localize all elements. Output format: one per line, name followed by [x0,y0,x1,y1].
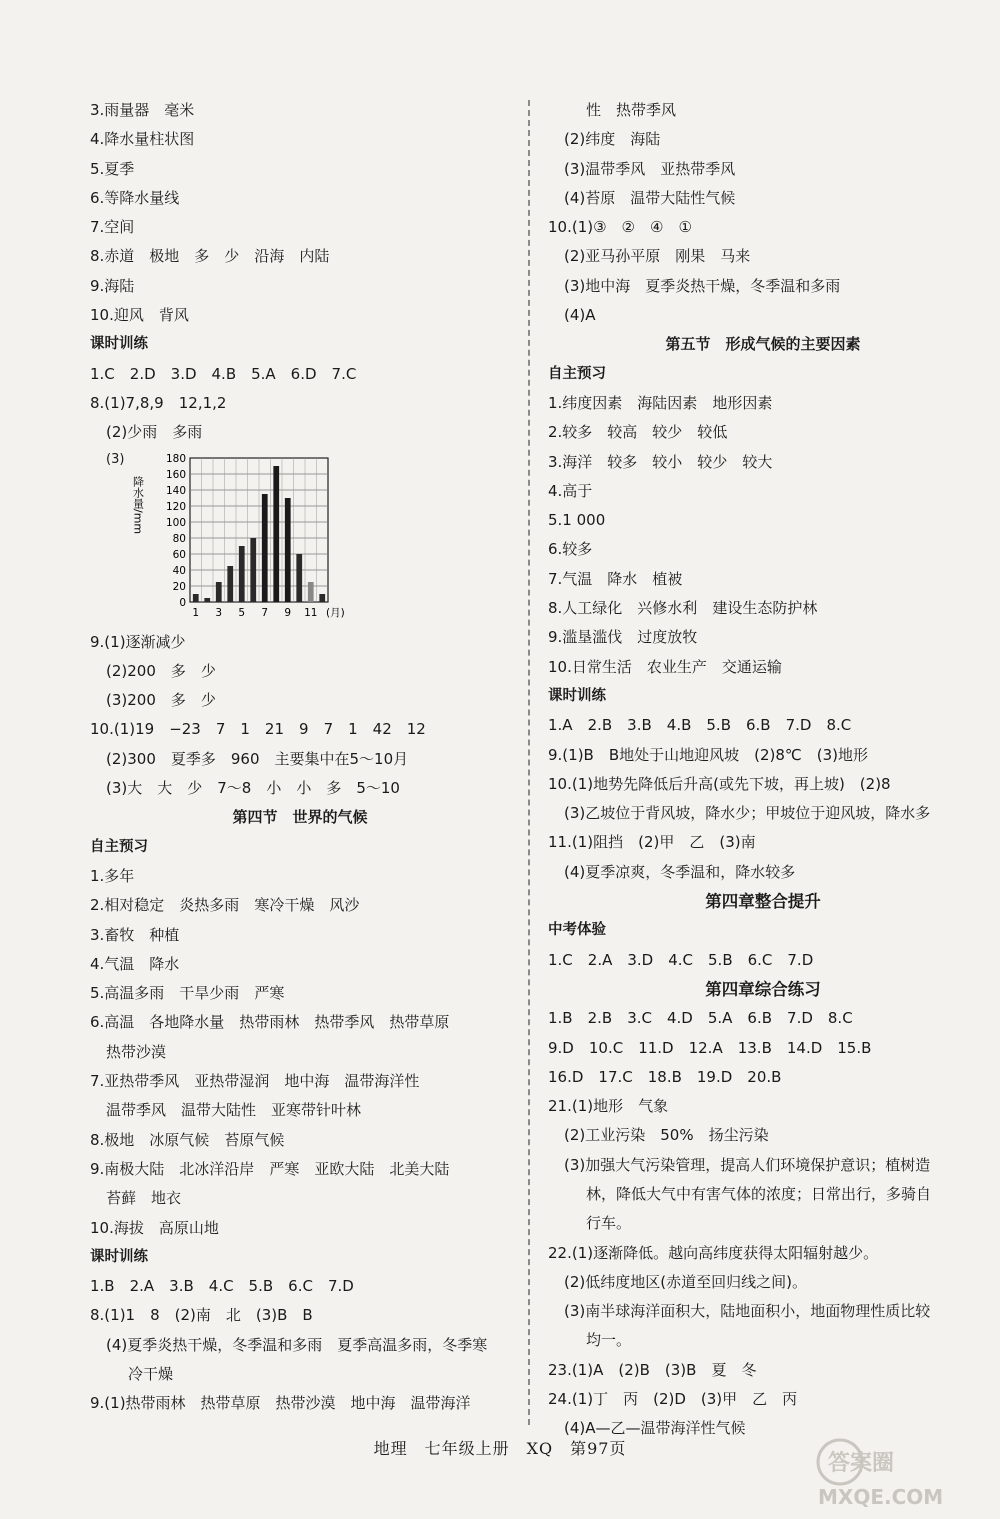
answer-line: (3)乙坡位于背风坡，降水少；甲坡位于迎风坡，降水多 [564,804,931,823]
section-heading: 自主预习 [548,365,606,382]
y-tick-label: 120 [165,500,186,513]
bar-month-10 [296,554,302,602]
answer-line: 4.高于 [548,481,593,500]
section-heading: 第四章综合练习 [705,979,821,999]
answer-line: (4)夏季炎热干燥，冬季温和多雨 夏季高温多雨，冬季寒 [106,1335,488,1354]
section-heading: 第五节 形成气候的主要因素 [665,335,861,354]
section-heading: 课时训练 [90,1248,148,1265]
watermark-logo [808,1430,988,1510]
answer-line: 9.南极大陆 北冰洋沿岸 严寒 亚欧大陆 北美大陆 [90,1159,450,1178]
x-tick-label: 5 [238,606,246,619]
answer-line: (2)纬度 海陆 [564,130,661,149]
answer-line: 9.(1)B B地处于山地迎风坡 (2)8℃ (3)地形 [548,745,869,764]
answer-line: 1.纬度因素 海陆因素 地形因素 [548,393,773,412]
bar-month-6 [250,538,256,602]
answer-line: 温带季风 温带大陆性 亚寒带针叶林 [106,1101,362,1120]
answer-line: 7.气温 降水 植被 [548,569,683,588]
answer-line: 5.夏季 [90,159,135,178]
answer-line: 10.(1)19 −23 7 1 21 9 7 1 42 12 [90,720,426,739]
right-column [548,96,978,1444]
answer-line: 22.(1)逐渐降低。越向高纬度获得太阳辐射越少。 [548,1243,879,1262]
section-heading: 课时训练 [548,687,606,704]
answer-line: 3.海洋 较多 较小 较少 较大 [548,452,773,471]
column-divider [528,100,530,1425]
bar-month-7 [262,494,268,602]
y-tick-label: 60 [172,548,186,561]
answer-line: 2.相对稳定 炎热多雨 寒冷干燥 风沙 [90,896,360,915]
x-tick-label: 3 [215,606,223,619]
answer-line: 热带沙漠 [106,1042,167,1061]
bar-month-4 [227,566,233,602]
answer-line: (2)200 多 少 [106,661,216,680]
y-tick-label: 0 [179,596,186,609]
answer-line: 均一。 [586,1331,632,1350]
answer-line: (3)200 多 少 [106,691,216,710]
section-heading: 第四节 世界的气候 [232,808,368,827]
answer-line: (4)夏季凉爽，冬季温和，降水较多 [564,862,796,881]
answer-line: 8.(1)7,8,9 12,1,2 [90,393,227,412]
answer-line: 10.海拔 高原山地 [90,1218,219,1237]
answer-line: 苔藓 地衣 [106,1189,182,1208]
answer-line: 1.B 2.A 3.B 4.C 5.B 6.C 7.D [90,1277,354,1296]
bar-chart-svg [106,448,346,628]
answer-line: 3.雨量器 毫米 [90,101,195,119]
watermark-text-1: 答案圈 [828,1451,895,1476]
answer-line: 冷干燥 [128,1364,174,1383]
bar-month-11 [308,582,314,602]
answer-line: (4)A [564,306,596,325]
answer-line: (2)亚马孙平原 刚果 马来 [564,247,751,266]
answer-line: 9.滥垦滥伐 过度放牧 [548,628,698,647]
answer-line: (3)南半球海洋面积大，陆地面积小，地面物理性质比较 [564,1302,931,1321]
section-heading: 课时训练 [90,336,148,353]
watermark-text-2: MXQE.COM [818,1485,944,1509]
answer-line: (4)苔原 温带大陆性气候 [564,188,736,207]
y-tick-label: 140 [165,484,186,497]
answer-line: 23.(1)A (2)B (3)B 夏 冬 [548,1360,757,1379]
answer-line: 24.(1)丁 丙 (2)D (3)甲 乙 丙 [548,1390,798,1409]
answer-line: 6.等降水量线 [90,188,180,207]
answer-line: 8.赤道 极地 多 少 沿海 内陆 [90,247,330,266]
answer-line: 7.空间 [90,218,135,237]
answer-line: 3.畜牧 种植 [90,925,180,944]
answer-line: 1.多年 [90,866,135,885]
right-answers [548,96,978,1444]
x-axis-label: (月) [326,606,345,619]
x-tick-label: 9 [284,606,292,619]
answer-line: (3)大 大 少 7～8 小 小 多 5～10 [106,779,400,798]
left-answers-bottom [90,628,510,1419]
answer-line: (2)少雨 多雨 [106,423,203,442]
answer-line: 1.B 2.B 3.C 4.D 5.A 6.B 7.D 8.C [548,1009,853,1028]
answer-line: 林，降低大气中有害气体的浓度；日常出行，多骑自 [586,1184,932,1203]
section-heading: 自主预习 [90,838,148,855]
answer-line: 5.1 000 [548,511,606,530]
section-heading: 第四章整合提升 [705,892,821,912]
x-tick-label: 11 [304,606,318,619]
answer-line: 10.(1)地势先降低后升高(或先下坡，再上坡) (2)8 [548,774,891,793]
answer-line: 1.C 2.A 3.D 4.C 5.B 6.C 7.D [548,950,814,969]
bar-month-2 [204,598,210,602]
y-tick-label: 20 [172,580,186,593]
page-footer: 地理 七年级上册 XQ 第97页 [373,1439,627,1458]
answer-line: 8.(1)1 8 (2)南 北 (3)B B [90,1306,313,1325]
section-heading: 中考体验 [548,922,606,939]
answer-line: (3)加强大气污染管理，提高人们环境保护意识；植树造 [564,1155,931,1174]
answer-line: 9.(1)热带雨林 热带草原 热带沙漠 地中海 温带海洋 [90,1394,471,1413]
answer-line: 8.人工绿化 兴修水利 建设生态防护林 [548,599,818,618]
answer-line: (4)A—乙—温带海洋性气候 [564,1419,746,1438]
answer-line: 性 热带季风 [586,101,677,119]
bar-month-12 [319,594,325,602]
answer-line: 行车。 [586,1214,632,1233]
precipitation-chart [106,448,510,628]
y-tick-label: 180 [165,452,186,465]
answer-line: (3)温带季风 亚热带季风 [564,159,736,178]
bar-month-9 [285,498,291,602]
y-axis-label: 降水量/mm [131,475,145,534]
answer-line: 1.A 2.B 3.B 4.B 5.B 6.B 7.D 8.C [548,716,852,735]
x-tick-label: 1 [192,606,200,619]
answer-line: 9.海陆 [90,276,135,295]
answer-line: 10.迎风 背风 [90,306,189,325]
answer-line: 10.日常生活 农业生产 交通运输 [548,657,782,676]
answer-line: 6.较多 [548,540,593,559]
answer-line: 9.(1)逐渐减少 [90,632,186,651]
answer-line: (2)300 夏季多 960 主要集中在5～10月 [106,749,409,768]
answer-line: 11.(1)阻挡 (2)甲 乙 (3)南 [548,833,756,852]
answer-line: (3)地中海 夏季炎热干燥，冬季温和多雨 [564,276,841,295]
x-tick-label: 7 [261,606,269,619]
answer-line: 4.气温 降水 [90,954,180,973]
answer-line: 10.(1)③ ② ④ ① [548,218,692,237]
bar-month-1 [193,594,199,602]
answer-line: 8.极地 冰原气候 苔原气候 [90,1130,285,1149]
answer-line: (2)工业污染 50% 扬尘污染 [564,1126,769,1145]
y-tick-label: 100 [165,516,186,529]
left-column [90,96,510,1419]
y-tick-label: 160 [165,468,186,481]
left-answers-top [90,96,510,448]
bar-month-3 [216,582,222,602]
answer-line: 2.较多 较高 较少 较低 [548,423,728,442]
y-tick-label: 40 [172,564,186,577]
y-tick-label: 80 [172,532,186,545]
chart-label: (3) [106,451,125,467]
bar-month-5 [239,546,245,602]
answer-line: 9.D 10.C 11.D 12.A 13.B 14.D 15.B [548,1038,872,1057]
bar-month-8 [273,466,279,602]
answer-line: 1.C 2.D 3.D 4.B 5.A 6.D 7.C [90,364,357,383]
answer-line: 6.高温 各地降水量 热带雨林 热带季风 热带草原 [90,1013,450,1032]
answer-line: 7.亚热带季风 亚热带湿润 地中海 温带海洋性 [90,1072,420,1091]
answer-line: 4.降水量柱状图 [90,130,195,149]
answer-line: (2)低纬度地区(赤道至回归线之间)。 [564,1272,807,1291]
answer-line: 16.D 17.C 18.B 19.D 20.B [548,1067,782,1086]
answer-line: 5.高温多雨 干旱少雨 严寒 [90,984,285,1003]
answer-line: 21.(1)地形 气象 [548,1097,669,1116]
